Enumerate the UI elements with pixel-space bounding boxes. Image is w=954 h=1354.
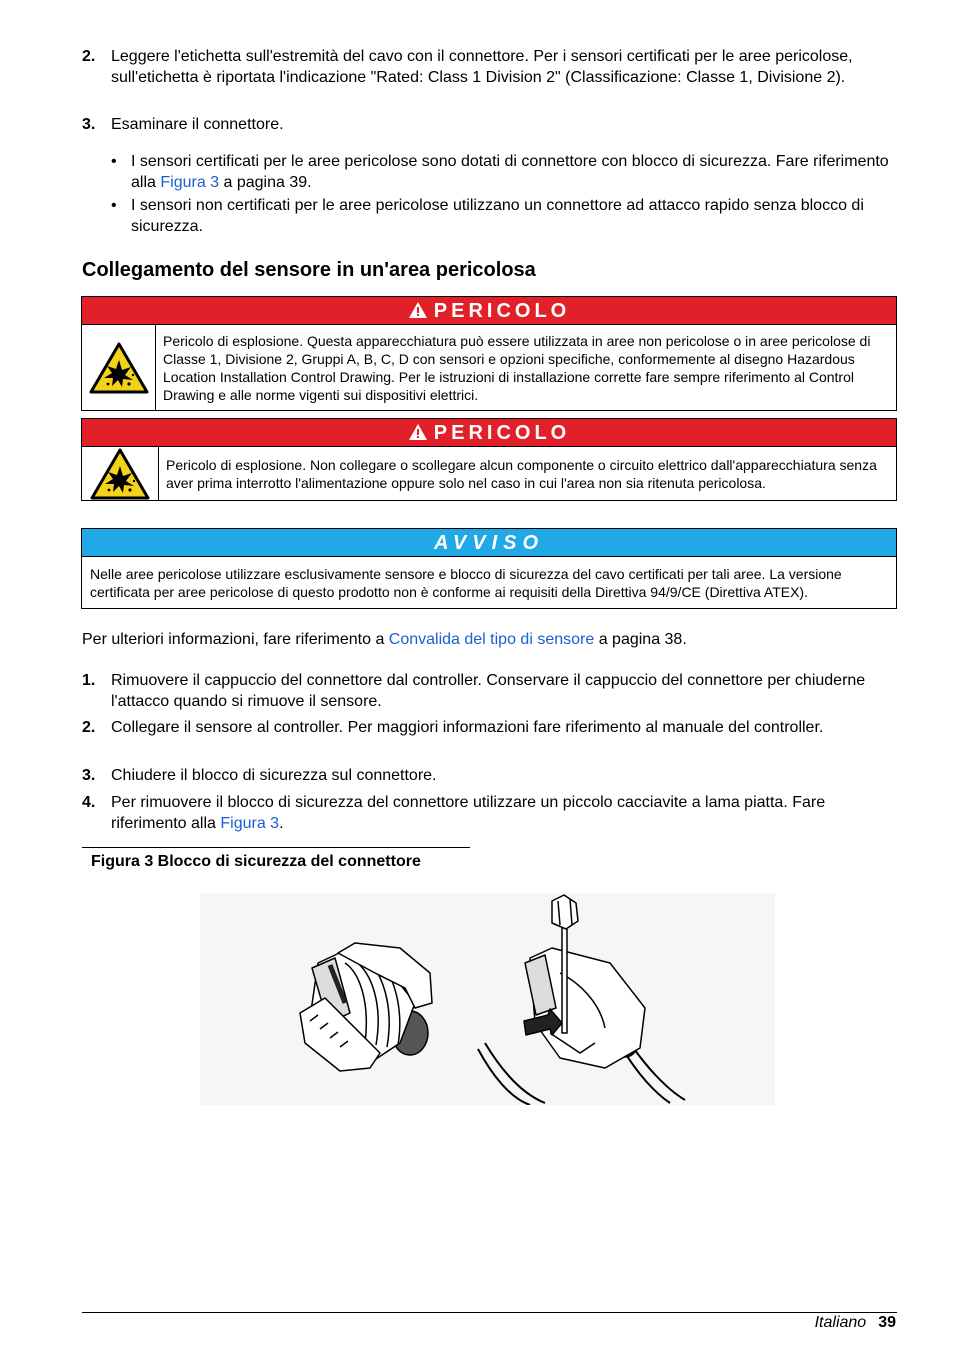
explosion-hazard-icon bbox=[90, 448, 150, 500]
danger-text: Pericolo di esplosione. Non collegare o scollegare alcun componente o circuito elettrico dall'apparecchiatura senza aver prima interrotto l'alimentazione oppure solo nel caso in cui l'area non sia ritenuta pericolosa. bbox=[166, 457, 877, 491]
bullet-dot: • bbox=[111, 153, 117, 170]
connector-lock-illustration bbox=[200, 893, 775, 1105]
figure-caption: Figura 3 Blocco di sicurezza del connettore bbox=[82, 847, 470, 873]
bullet-text: I sensori certificati per le aree pericolose sono dotati di connettore con blocco di sicurezza. Fare riferimento alla Figura 3 a pagina 39. bbox=[131, 153, 889, 191]
page-footer bbox=[815, 1313, 896, 1334]
warning-triangle-icon bbox=[408, 423, 428, 441]
explosion-icon-cell bbox=[82, 447, 159, 500]
more-info-line: Per ulteriori informazioni, fare riferimento a Convalida del tipo di sensore a pagina 38. bbox=[82, 631, 687, 648]
step-number: 2. bbox=[82, 719, 96, 736]
danger-panel-2 bbox=[81, 418, 897, 501]
danger-panel-1 bbox=[81, 296, 897, 411]
step-number: 3. bbox=[82, 116, 96, 133]
bullet-dot: • bbox=[111, 197, 117, 214]
danger-text: Pericolo di esplosione. Questa apparecchiatura può essere utilizzata in aree non pericolose o in aree pericolose di Classe 1, Divisione 2, Gruppi A, B, C, D con sensori e opzioni specifiche, conformemente al disegno Hazardous Location Installation Control Drawing. Per le istruzioni di installazione corrette fare sempre riferimento al Control Drawing e alle norme vigenti sui dispositivi elettrici. bbox=[163, 333, 871, 403]
step-text: Esaminare il connettore. bbox=[111, 116, 284, 133]
footer-language: Italiano bbox=[814, 1314, 867, 1331]
step-text: Rimuovere il cappuccio del connettore dal controller. Conservare il cappuccio del connettore per chiuderne l'attacco quando si rimuove il sensore. bbox=[111, 672, 866, 710]
step-2-bottom bbox=[82, 718, 897, 739]
notice-text: Nelle aree pericolose utilizzare esclusivamente sensore e blocco di sicurezza del cavo certificati per tali aree. La versione certificata per aree pericolose di questo prodotto non è conforme ai requisiti della Direttiva 94/9/CE (Direttiva ATEX). bbox=[90, 566, 842, 600]
step-text: Chiudere il blocco di sicurezza sul connettore. bbox=[111, 767, 437, 784]
step-4-bottom bbox=[82, 793, 897, 834]
sensor-type-link[interactable]: Convalida del tipo di sensore bbox=[388, 631, 595, 648]
notice-panel bbox=[81, 528, 897, 609]
step-3-bottom bbox=[82, 766, 897, 787]
step-text: Leggere l'etichetta sull'estremità del cavo con il connettore. Per i sensori certificati per le aree pericolose, sull'etichetta è riportata l'indicazione "Rated: Class 1 Division 2" (Classificazione: Classe 1, Divisione 2). bbox=[111, 48, 853, 86]
step-text: Collegare il sensore al controller. Per maggiori informazioni fare riferimento al manuale del controller. bbox=[111, 719, 824, 736]
step-number: 3. bbox=[82, 767, 96, 784]
step-3-top bbox=[82, 115, 897, 136]
explosion-icon-cell bbox=[82, 325, 156, 410]
bullet-item-2 bbox=[111, 196, 897, 237]
danger-header: PERICOLO bbox=[82, 297, 896, 325]
bullet-item-1 bbox=[111, 152, 897, 193]
figure-3-link[interactable]: Figura 3 bbox=[220, 814, 280, 832]
step-2-top bbox=[82, 47, 897, 88]
page-number: 39 bbox=[878, 1314, 896, 1331]
warning-triangle-icon bbox=[408, 301, 428, 319]
step-text: Per rimuovere il blocco di sicurezza del connettore utilizzare un piccolo cacciavite a lama piatta. Fare riferimento alla Figura 3. bbox=[111, 794, 826, 832]
bullet-text: I sensori non certificati per le aree pericolose utilizzano un connettore ad attacco rapido senza blocco di sicurezza. bbox=[131, 197, 864, 235]
figure-3-link[interactable]: Figura 3 bbox=[160, 173, 220, 191]
step-number: 2. bbox=[82, 48, 96, 65]
step-number: 1. bbox=[82, 672, 96, 689]
section-title: Collegamento del sensore in un'area pericolosa bbox=[82, 259, 536, 281]
step-number: 4. bbox=[82, 794, 96, 811]
explosion-hazard-icon bbox=[89, 342, 149, 394]
danger-header: PERICOLO bbox=[82, 419, 896, 447]
step-1-bottom bbox=[82, 671, 897, 712]
footer-divider bbox=[82, 1312, 897, 1313]
notice-header: AVVISO bbox=[82, 529, 896, 557]
